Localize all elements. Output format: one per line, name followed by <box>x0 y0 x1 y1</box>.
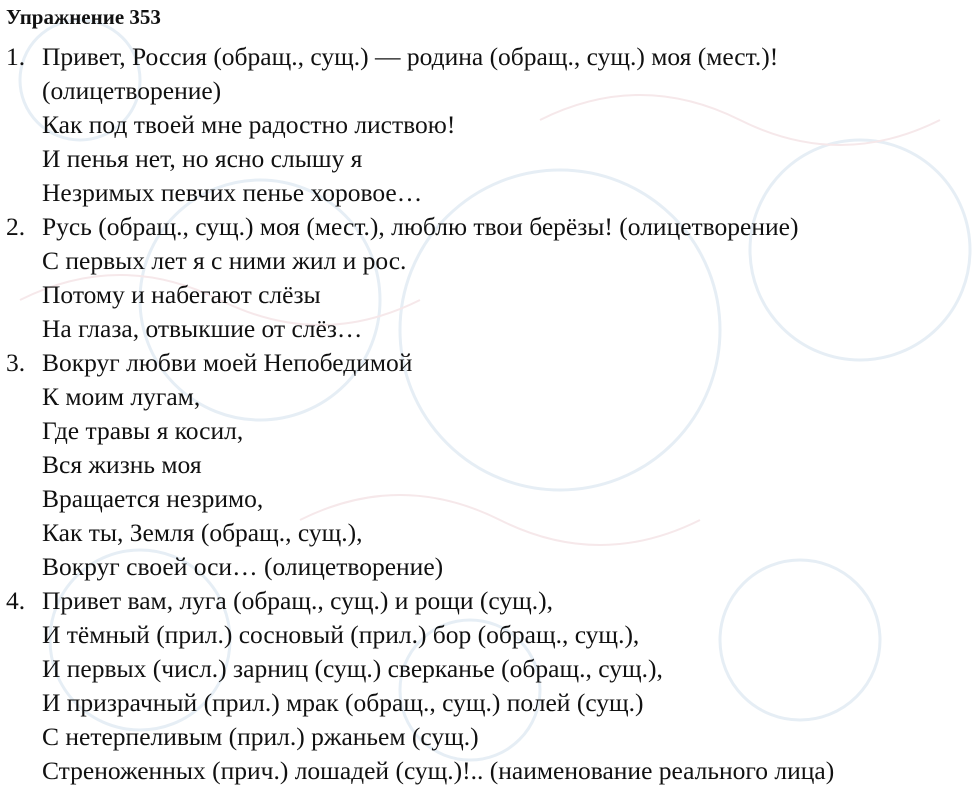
poem-line: С нетерпеливым (прил.) ржаньем (сущ.) <box>42 722 479 751</box>
poem-line: Как ты, Земля (обращ., сущ.), <box>42 518 363 547</box>
poem-line: Стреноженных (прич.) лошадей (сущ.)!.. (наименование реального лица) <box>42 756 835 785</box>
poem-line: Вся жизнь моя <box>42 450 202 479</box>
poem-line: Вокруг своей оси… (олицетворение) <box>42 552 444 581</box>
poem-line: Вращается незримо, <box>42 484 264 513</box>
poem-line: Привет вам, луга (обращ., сущ.) и рощи (сущ.), <box>42 586 554 615</box>
poem-line: И тёмный (прил.) сосновый (прил.) бор (обращ., сущ.), <box>42 620 640 649</box>
poem-line: Незримых певчих пенье хоровое… <box>42 178 423 207</box>
poem-line: Привет, Россия (обращ., сущ.) — родина (обращ., сущ.) моя (мест.)! <box>42 42 779 71</box>
poem-line: Где травы я косил, <box>42 416 244 445</box>
poem-line: Как под твоей мне радостно листвою! <box>42 110 456 139</box>
exercise-item-2 <box>6 210 972 346</box>
item-number: 4. <box>6 586 26 615</box>
exercise-item-3 <box>6 346 972 584</box>
poem-line: И призрачный (прил.) мрак (обращ., сущ.) полей (сущ.) <box>42 688 644 717</box>
poem-line: На глаза, отвыкшие от слёз… <box>42 314 363 343</box>
item-number: 1. <box>6 42 26 71</box>
exercise-title: Упражнение 353 <box>6 5 161 29</box>
poem-line: Русь (обращ., сущ.) моя (мест.), люблю твои берёзы! (олицетворение) <box>42 212 799 241</box>
exercise-item-4 <box>6 584 972 788</box>
poem-line: С первых лет я с ними жил и рос. <box>42 246 407 275</box>
poem-line: И пенья нет, но ясно слышу я <box>42 144 363 173</box>
item-number: 3. <box>6 348 26 377</box>
poem-line: (олицетворение) <box>42 76 222 105</box>
item-number: 2. <box>6 212 26 241</box>
poem-line: Потому и набегают слёзы <box>42 280 321 309</box>
poem-line: К моим лугам, <box>42 382 201 411</box>
exercise-item-1 <box>6 40 972 210</box>
poem-line: И первых (числ.) зарниц (сущ.) сверканье (обращ., сущ.), <box>42 654 663 683</box>
poem-line: Вокруг любви моей Непобедимой <box>42 348 413 377</box>
